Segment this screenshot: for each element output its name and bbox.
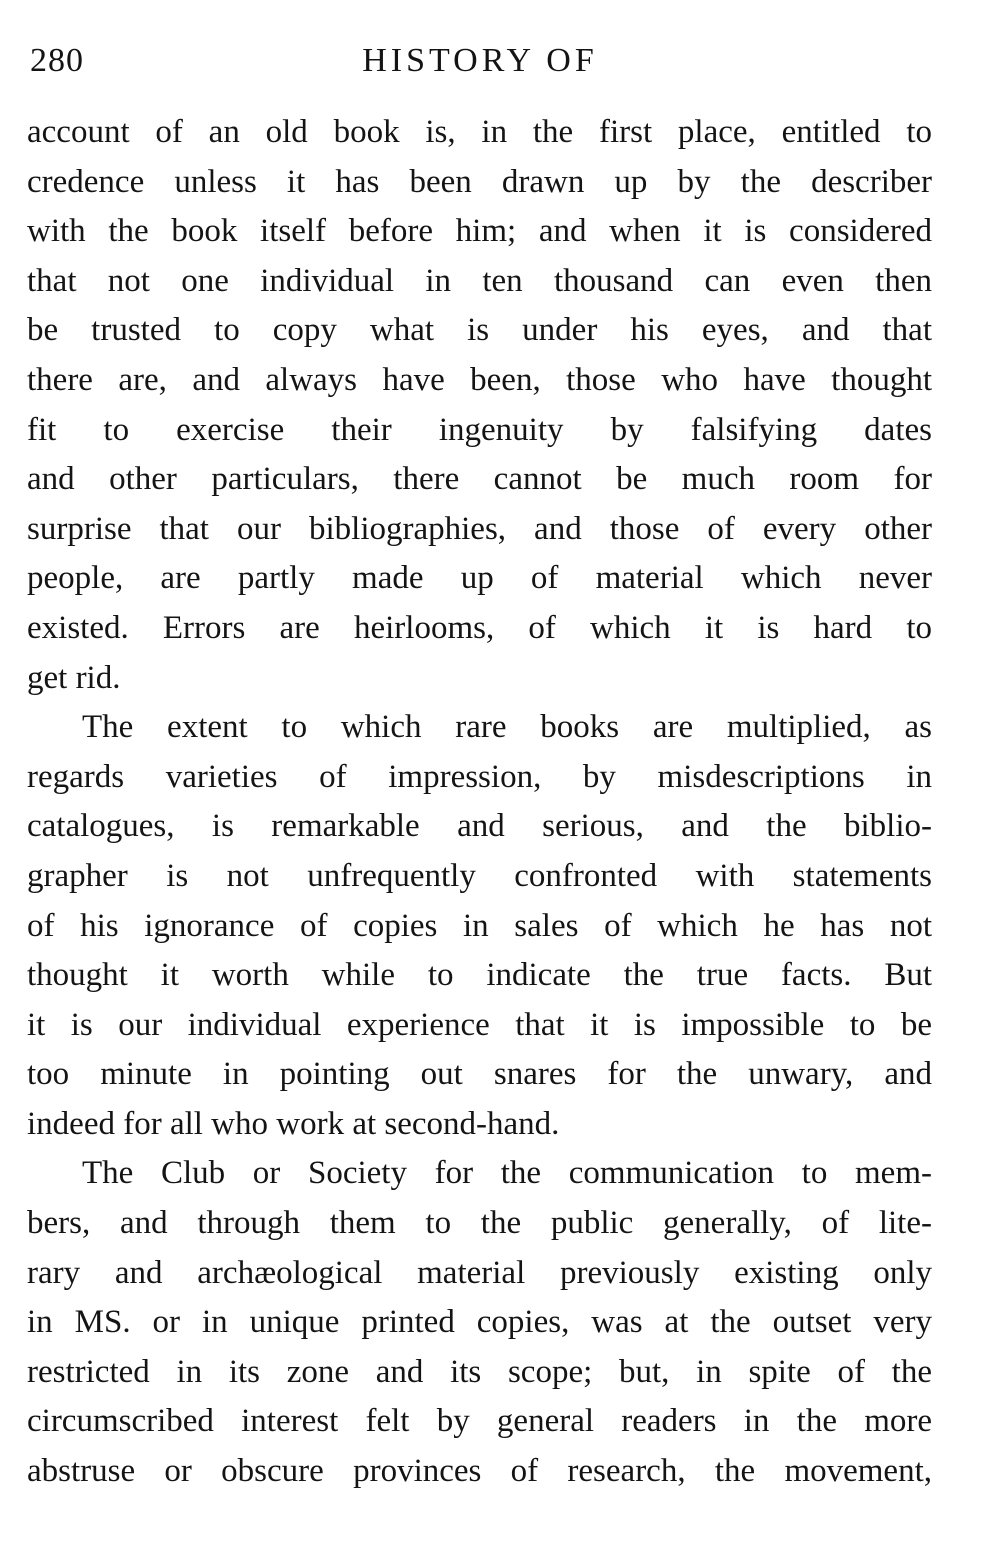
text-line: there are, and always have been, those who have thought — [27, 361, 932, 398]
text-line: credence unless it has been drawn up by the describer — [27, 163, 932, 200]
text-line: in MS. or in unique printed copies, was at the outset very — [27, 1304, 932, 1341]
body-text — [27, 108, 932, 1497]
paragraph — [27, 703, 932, 1149]
text-line: thought it worth while to indicate the true facts. But — [27, 957, 932, 994]
paragraph — [27, 108, 932, 703]
text-line: be trusted to copy what is under his eyes, and that — [27, 312, 932, 349]
text-line: with the book itself before him; and when it is considered — [27, 213, 932, 250]
text-line: too minute in pointing out snares for the unwary, and — [27, 1056, 932, 1093]
text-line: The extent to which rare books are multiplied, as — [82, 709, 932, 746]
text-line: people, are partly made up of material which never — [27, 560, 932, 597]
text-line: account of an old book is, in the first place, entitled to — [27, 114, 932, 150]
text-line: existed. Errors are heirlooms, of which it is hard to — [27, 609, 932, 646]
text-line: restricted in its zone and its scope; but, in spite of the — [27, 1353, 932, 1390]
paragraph — [27, 1149, 932, 1496]
text-line: get rid. — [27, 659, 121, 696]
text-line: bers, and through them to the public generally, of lite- — [27, 1205, 932, 1242]
text-line: The Club or Society for the communication to mem- — [82, 1155, 932, 1192]
text-line: grapher is not unfrequently confronted with statements — [27, 857, 932, 894]
text-line: surprise that our bibliographies, and those of every other — [27, 510, 932, 547]
text-line: that not one individual in ten thousand can even then — [27, 262, 932, 299]
text-line: catalogues, is remarkable and serious, and the biblio- — [27, 808, 932, 845]
text-line: indeed for all who work at second-hand. — [27, 1105, 560, 1142]
page-number: 280 — [30, 42, 84, 79]
page-header — [30, 42, 930, 92]
text-line: it is our individual experience that it is impossible to be — [27, 1006, 932, 1043]
text-line: fit to exercise their ingenuity by falsifying dates — [27, 411, 932, 448]
running-title: HISTORY OF — [362, 42, 598, 79]
text-line: abstruse or obscure provinces of research, the movement, — [27, 1453, 932, 1490]
text-line: rary and archæological material previously existing only — [27, 1254, 932, 1291]
text-line: regards varieties of impression, by misdescriptions in — [27, 758, 932, 795]
text-line: circumscribed interest felt by general readers in the more — [27, 1403, 932, 1440]
text-line: and other particulars, there cannot be much room for — [27, 461, 932, 498]
text-line: of his ignorance of copies in sales of which he has not — [27, 907, 932, 944]
